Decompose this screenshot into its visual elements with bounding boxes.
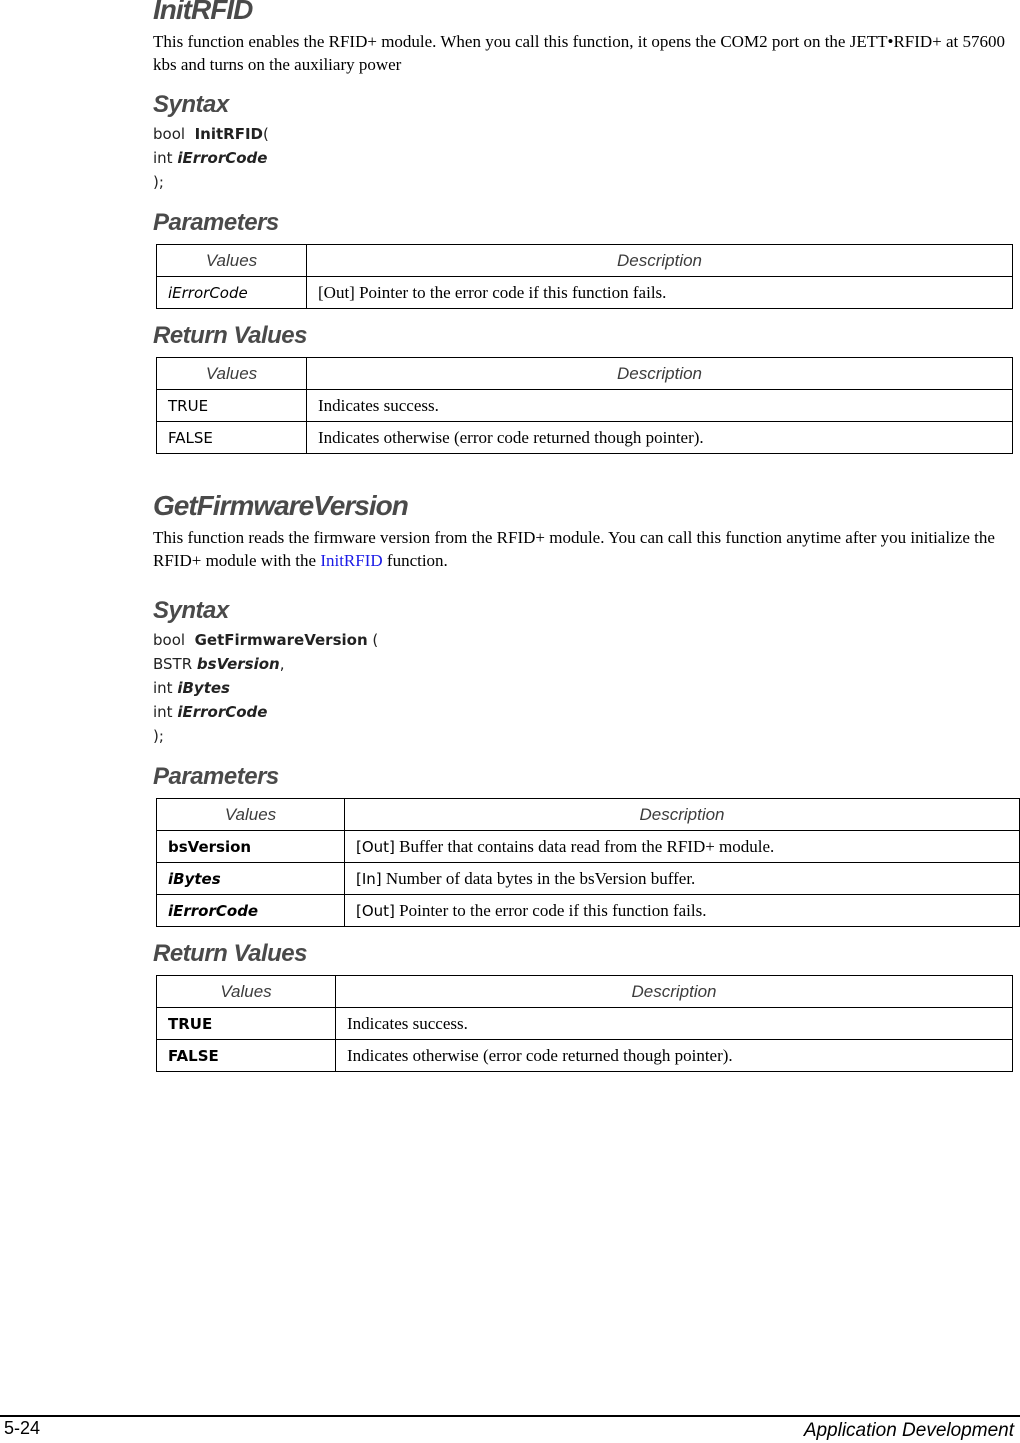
table-row bbox=[157, 422, 1013, 454]
table-row bbox=[157, 1008, 1013, 1040]
syntax-line bbox=[153, 652, 1015, 676]
initrfid-parameters-table bbox=[156, 244, 1013, 309]
syntax-line bbox=[153, 700, 1015, 724]
syntax-function-name: GetFirmwareVersion bbox=[194, 631, 368, 649]
getfirmwareversion-return-table bbox=[156, 975, 1013, 1072]
table-row bbox=[157, 1040, 1013, 1072]
table-row bbox=[157, 831, 1020, 863]
column-header-description: Description bbox=[307, 358, 1013, 390]
return-value: FALSE bbox=[157, 422, 307, 454]
return-value: TRUE bbox=[157, 1008, 336, 1040]
syntax-line bbox=[153, 122, 1015, 146]
table-row bbox=[157, 863, 1020, 895]
footer-rule bbox=[0, 1415, 1020, 1417]
syntax-argument: iBytes bbox=[177, 679, 230, 697]
return-description: Indicates otherwise (error code returned though pointer). bbox=[307, 422, 1013, 454]
table-row bbox=[157, 390, 1013, 422]
description-text: This function reads the firmware version from the RFID+ module. You can call this function anytime after you initialize the RFID+ module with the bbox=[153, 528, 995, 570]
initrfid-description: This function enables the RFID+ module. When you call this function, it opens the COM2 port on the JETT•RFID+ at 57600 kbs and turns on the auxiliary power bbox=[153, 32, 1006, 74]
param-direction-tag: [In] bbox=[356, 869, 382, 888]
syntax-line bbox=[153, 628, 1015, 652]
initrfid-parameters-heading: Parameters bbox=[153, 209, 279, 236]
getfirmwareversion-return-heading: Return Values bbox=[153, 940, 307, 967]
syntax-comma: , bbox=[279, 655, 285, 673]
initrfid-syntax-block bbox=[153, 122, 1015, 194]
getfirmwareversion-parameters-table bbox=[156, 798, 1020, 927]
syntax-argument: bsVersion bbox=[196, 655, 280, 673]
syntax-line: ); bbox=[153, 727, 164, 745]
return-description: Indicates success. bbox=[307, 390, 1013, 422]
getfirmwareversion-syntax-heading: Syntax bbox=[153, 597, 229, 624]
syntax-paren: ( bbox=[263, 125, 269, 143]
syntax-keyword: bool bbox=[153, 125, 186, 143]
param-direction-tag: [Out] bbox=[356, 837, 395, 856]
syntax-argument: iErrorCode bbox=[177, 703, 268, 721]
description-text: function. bbox=[386, 551, 448, 570]
column-header-values: Values bbox=[157, 976, 336, 1008]
return-description: Indicates success. bbox=[336, 1008, 1013, 1040]
footer-section-title: Application Development bbox=[803, 1420, 1014, 1441]
page-content bbox=[153, 0, 1015, 1072]
param-description-text: Buffer that contains data read from the RFID+ module. bbox=[399, 836, 775, 856]
param-value: bsVersion bbox=[157, 831, 345, 863]
param-value: iBytes bbox=[157, 863, 345, 895]
initrfid-link[interactable]: InitRFID bbox=[320, 551, 383, 570]
param-description-text: Number of data bytes in the bsVersion buffer. bbox=[385, 868, 696, 888]
syntax-line bbox=[153, 676, 1015, 700]
column-header-description: Description bbox=[345, 799, 1020, 831]
syntax-function-name: InitRFID bbox=[194, 125, 263, 143]
syntax-type: int bbox=[153, 149, 173, 167]
initrfid-title: InitRFID bbox=[153, 0, 253, 25]
syntax-type: BSTR bbox=[153, 655, 193, 673]
column-header-values: Values bbox=[157, 799, 345, 831]
syntax-keyword: bool bbox=[153, 631, 186, 649]
param-value: iErrorCode bbox=[157, 895, 345, 927]
getfirmwareversion-parameters-heading: Parameters bbox=[153, 763, 279, 790]
getfirmwareversion-syntax-block bbox=[153, 628, 1015, 748]
param-description bbox=[345, 895, 1020, 927]
return-description: Indicates otherwise (error code returned though pointer). bbox=[336, 1040, 1013, 1072]
column-header-values: Values bbox=[157, 245, 307, 277]
syntax-line bbox=[153, 146, 1015, 170]
table-row bbox=[157, 277, 1013, 309]
table-row bbox=[157, 895, 1020, 927]
table-header-row bbox=[157, 245, 1013, 277]
table-header-row bbox=[157, 976, 1013, 1008]
syntax-line: ); bbox=[153, 173, 164, 191]
return-value: FALSE bbox=[157, 1040, 336, 1072]
param-description bbox=[345, 863, 1020, 895]
initrfid-return-table bbox=[156, 357, 1013, 454]
column-header-values: Values bbox=[157, 358, 307, 390]
param-description bbox=[345, 831, 1020, 863]
table-header-row bbox=[157, 799, 1020, 831]
return-value: TRUE bbox=[157, 390, 307, 422]
param-description: [Out] Pointer to the error code if this function fails. bbox=[307, 277, 1013, 309]
syntax-argument: iErrorCode bbox=[177, 149, 268, 167]
initrfid-syntax-heading: Syntax bbox=[153, 91, 229, 118]
column-header-description: Description bbox=[307, 245, 1013, 277]
column-header-description: Description bbox=[336, 976, 1013, 1008]
param-value: iErrorCode bbox=[157, 277, 307, 309]
syntax-type: int bbox=[153, 703, 173, 721]
param-description-text: Pointer to the error code if this function fails. bbox=[399, 900, 707, 920]
initrfid-return-heading: Return Values bbox=[153, 322, 307, 349]
syntax-paren: ( bbox=[367, 631, 379, 649]
param-direction-tag: [Out] bbox=[356, 901, 395, 920]
getfirmwareversion-title: GetFirmwareVersion bbox=[153, 490, 408, 521]
syntax-type: int bbox=[153, 679, 173, 697]
getfirmwareversion-description bbox=[153, 526, 1015, 572]
table-header-row bbox=[157, 358, 1013, 390]
page-number: 5-24 bbox=[4, 1418, 41, 1438]
